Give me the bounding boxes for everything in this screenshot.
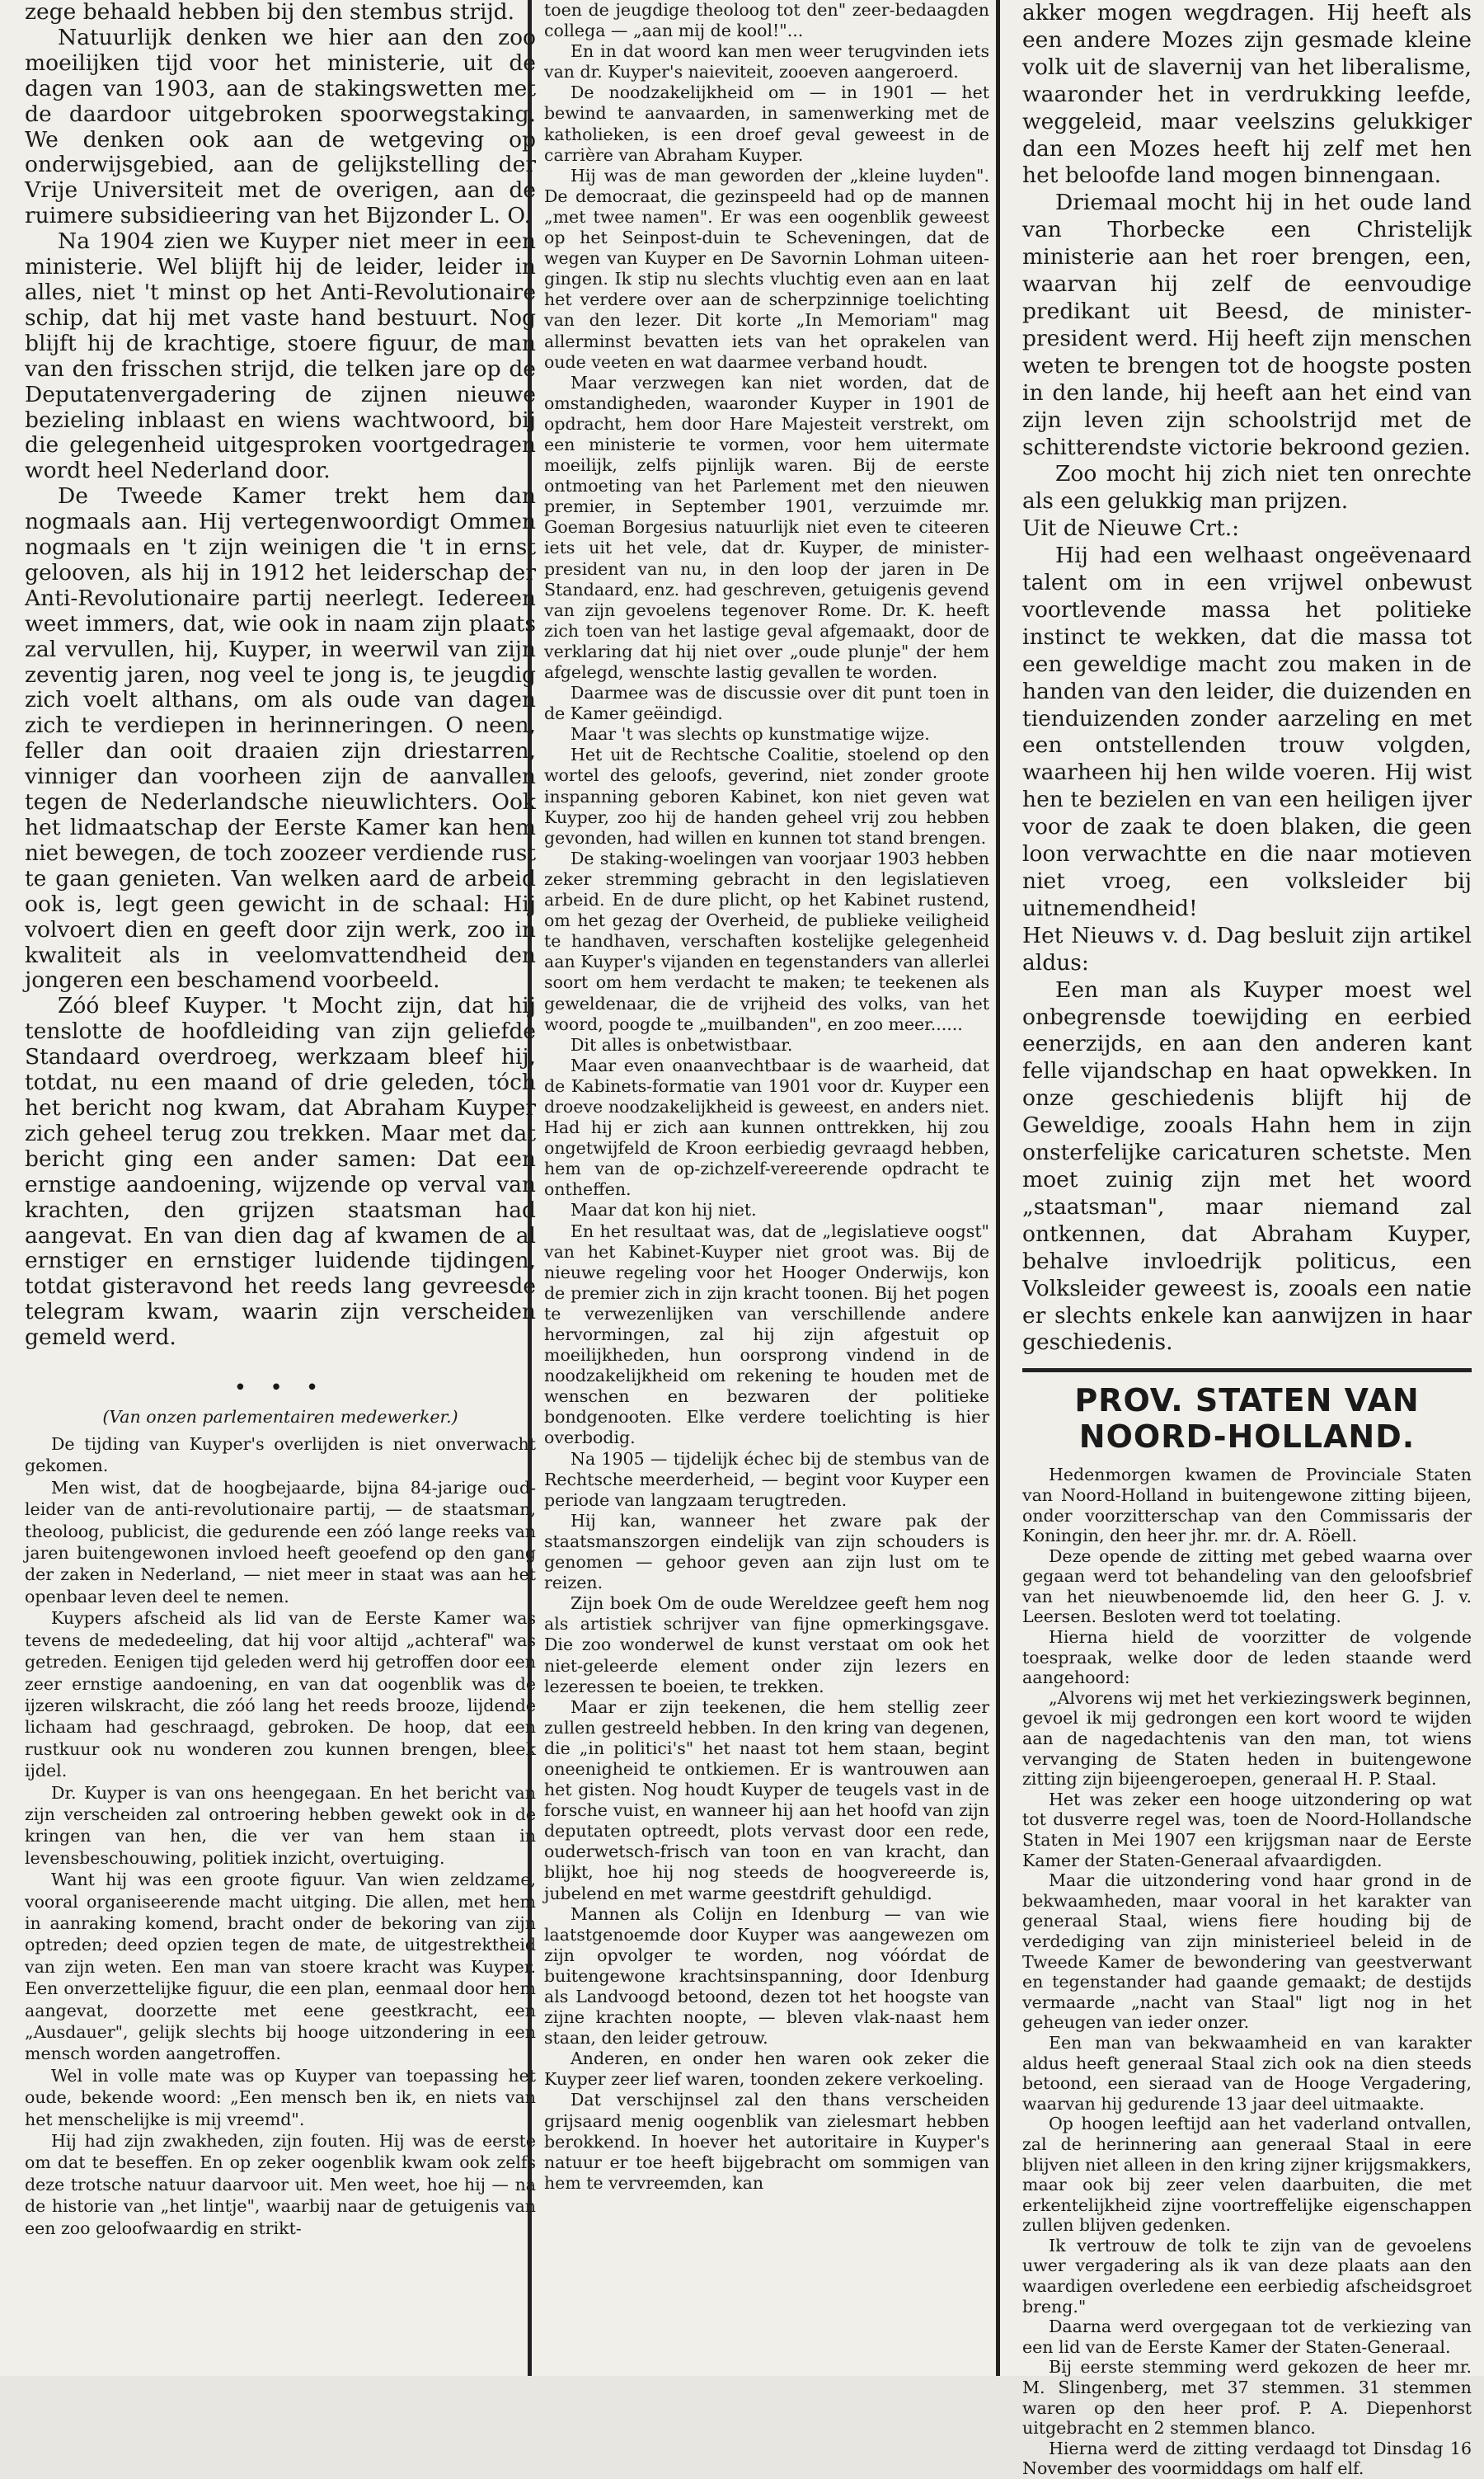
column-3 xyxy=(1022,0,1472,2479)
paragraph: Maar verzwegen kan niet worden, dat de omstandigheden, waaronder Kuyper in 1901 de opdracht, hem door Hare Majesteit verstrekt, om een ministerie te vormen, voor hem uitermate moeilijk, zelfs pijnlijk waren. Bij de eerste ontmoeting van het Parlement met den nieuwen premier, in September 1901, verzuimde mr. Goeman Borgesius natuurlijk niet even te citeeren iets uit het vele, dat dr. Kuyper, de minister-president van nu, in den loop der jaren in De Standaard, enz. had geschreven, getuigenis gevend van zijn gevoelens tegenover Rome. Dr. K. heeft zich toen van het lastige geval afgemaakt, door de verklaring dat hij niet over „oude plunje" der hem afgelegd, wenschte lastig gevallen te worden. xyxy=(544,372,989,682)
paragraph: De tijding van Kuyper's overlijden is niet onverwacht gekomen. xyxy=(25,1434,536,1476)
section-separator: • • • xyxy=(233,1376,327,1401)
paragraph: Het was zeker een hooge uitzondering op wat tot dusverre regel was, toen de Noord-Hollandsche Staten in Mei 1907 een krijgsman naar de Eerste Kamer der Staten-Generaal afvaardigden. xyxy=(1022,1789,1472,1870)
paragraph: Maar even onaanvechtbaar is de waarheid, dat de Kabinets-formatie van 1901 voor dr. Kuyper een droeve noodzakelijkheid is geweest, en anders niet. Had hij er zich aan kunnen onttrekken, hij zou ongetwijfeld de Kroon eerbiedig gevraagd hebben, hem van de op-zichzelf-vereerende opdracht te ontheffen. xyxy=(544,1055,989,1200)
paragraph: Uit de Nieuwe Crt.: xyxy=(1022,515,1240,542)
paragraph: De noodzakelijkheid om — in 1901 — het bewind te aanvaarden, in samenwerking met de katholieken, is een droef geval geweest in de carrière van Abraham Kuyper. xyxy=(544,82,989,165)
paragraph: Op hoogen leeftijd aan het vaderland ontvallen, zal de herinnering aan generaal Staal in eere blijven niet alleen in den kring zijner krijgsmakkers, maar ook bij zeer velen daarbuiten, die met erkentelijkheid zijne voortreffelijke eigenschappen zullen blijven gedenken. xyxy=(1022,2114,1472,2236)
paragraph: Na 1904 zien we Kuyper niet meer in een ministerie. Wel blijft hij de leider, leider in alles, niet 't minst op het Anti-Revolutionaire schip, dat hij met vaste hand bestuurt. Nog blijft hij de krachtige, stoere figuur, de man van den frisschen strijd, die telken jare op de Deputatenvergadering de zijnen nieuwe bezieling inblaast en wiens wachtwoord, bij die gelegenheid uitgesproken voortgedragen wordt heel Nederland door. xyxy=(25,228,536,484)
paragraph: zege behaald hebben bij den stembus strijd. xyxy=(25,0,515,25)
paragraph: Maar 't was slechts op kunstmatige wijze. xyxy=(571,724,930,745)
paragraph: Deze opende de zitting met gebed waarna over gegaan werd tot behandeling van den geloofsbrief van het nieuwbenoemde lid, den heer G. J. v. Leersen. Besloten werd tot toelating. xyxy=(1022,1545,1472,1627)
paragraph: En het resultaat was, dat de „legislatieve oogst" van het Kabinet-Kuyper niet groot was. Bij de nieuwe regeling voor het Hooger Onderwijs, kon de premier zich in zijn kracht toonen. Bij het pogen te verwezenlijken van verschillende andere hervormingen, zal hij zijn afgestuit op moeilijkheden, hun oorsprong vindend in de noodzakelijkheid om rekening te houden met de wenschen en bezwaren der politieke bondgenooten. Elke verdere toelichting is hier overbodig. xyxy=(544,1221,989,1448)
paragraph: Mannen als Colijn en Idenburg — van wie laatstgenoemde door Kuyper was aangewezen om zijn opvolger te worden, nog vóórdat de buitengewone krachtsinspanning, door Idenburg als Landvoogd betoond, dezen tot het hoogste van zijne krachten noopte, — bleven vlak-naast hem staan, den leider getrouw. xyxy=(544,1903,989,2049)
paragraph: Dit alles is onbetwistbaar. xyxy=(571,1034,793,1055)
paragraph: Men wist, dat de hoogbejaarde, bijna 84-jarige oud-leider van de anti-revolutionaire partij, — de staatsman, theoloog, publicist, die gedurende een zóó lange reeks van jaren buitengewonen invloed heeft geoefend op den gang der zaken in Nederland, — niet meer in staat was aan het openbaar leven deel te nemen. xyxy=(25,1477,536,1606)
paragraph: Hij kan, wanneer het zware pak der staatsmanszorgen eindelijk van zijn schouders is genomen — gehoor geven aan zijn lust om te reizen. xyxy=(544,1510,989,1593)
paragraph: Wel in volle mate was op Kuyper van toepassing het oude, bekende woord: „Een mensch ben ik, en niets van het menschelijke is mij vreemd". xyxy=(25,2065,536,2129)
paragraph: Hedenmorgen kwamen de Provinciale Staten van Noord-Holland in buitengewone zitting bijeen, onder voorzitterschap van den Commissaris der Koningin, den heer jhr. mr. dr. A. Röell. xyxy=(1022,1465,1472,1546)
press-quotes xyxy=(1022,0,1472,1357)
paragraph: Een man als Kuyper moest wel onbegrensde toewijding en eerbied eenerzijds, en aan den anderen kant felle vijandschap en haat opwekken. In onze geschiedenis blijft hij de Geweldige, zooals Hahn hem in zijn onsterfelijke caricaturen schetste. Men moet zuinig zijn met het woord „staatsman", maar niemand zal ontkennen, dat Abraham Kuyper, behalve invloedrijk politicus, een Volksleider geweest is, zooals een natie er slechts enkele kan aanwijzen in haar geschiedenis. xyxy=(1022,976,1472,1356)
parliamentary-credit: (Van onzen parlementairen medewerker.) xyxy=(102,1407,458,1428)
parliamentary-article xyxy=(25,1433,536,2239)
paragraph: Hij was de man geworden der „kleine luyden". De democraat, die gezinspeeld had op de mannen „met twee namen". Er was een oogenblik geweest op het Seinpost-duin te Scheveningen, dat de wegen van Kuyper en De Savornin Lohman uiteen-gingen. Ik stip nu slechts vluchtig even aan en laat het verdere over aan de scherpzinnige toelichting van den lezer. Dit korte „In Memoriam" mag allerminst bevatten iets van het oprakelen van oude veeten en wat daarmee verband houdt. xyxy=(544,165,989,372)
paragraph: Anderen, en onder hen waren ook zeker die Kuyper zeer lief waren, toonden zekere verkoeling. xyxy=(544,2049,989,2090)
paragraph: Hij had een welhaast ongeëvenaard talent om in een vrijwel onbewust voortlevende massa het politieke instinct te wekken, dat die massa tot een geweldige macht zou maken in de handen van den leider, die duizenden en tienduizenden zonder aarzeling en met een ontstellenden trouw volgden, waarheen hij hen wilde voeren. Hij wist hen te bezielen en van een heiligen ijver voor de zaak te doen blaken, die geen loon verwachtte en die naar motieven niet vroeg, een volksleider bij uitnemendheid! xyxy=(1022,543,1472,921)
paragraph: Dat verschijnsel zal den thans verscheiden grijsaard menig oogenblik van zielesmart hebben berokkend. In hoever het autoritaire in Kuyper's natuur er toe heeft bijgebracht om sommigen van hem te vervreemden, kan xyxy=(544,2090,989,2193)
parliamentary-article-continuation xyxy=(544,0,989,2194)
paragraph: akker mogen wegdragen. Hij heeft als een andere Mozes zijn gesmade kleine volk uit de slavernij van het liberalisme, waaronder het in verdrukking leefde, weggeleid, maar veelszins gelukkiger dan een Mozes heeft hij zelf met hen het beloofde land mogen binnengaan. xyxy=(1022,0,1472,189)
paragraph: Bij eerste stemming werd gekozen de heer mr. M. Slingenberg, met 37 stemmen. 31 stemmen waren op den heer prof. P. A. Diepenhorst uitgebracht en 2 stemmen blanco. xyxy=(1022,2357,1472,2439)
article-headline: PROV. STATEN VAN NOORD-HOLLAND. xyxy=(1074,1382,1420,1456)
kuyper-article-continuation xyxy=(25,0,536,1351)
paragraph: Het uit de Rechtsche Coalitie, stoelend op den wortel des geloofs, geverind, niet zonder groote inspanning geboren Kabinet, kon niet geven wat Kuyper, zoo hij de handen geheel vrij zou hebben gevonden, had willen en kunnen tot stand brengen. xyxy=(544,745,989,848)
paragraph: „Alvorens wij met het verkiezingswerk beginnen, gevoel ik mij gedrongen een kort woord te wijden aan de nagedachtenis van den man, tot wiens vervanging de Staten heden in buitengewone zitting zijn bijeengeroepen, generaal H. P. Staal. xyxy=(1022,1687,1472,1790)
paragraph: Daarna werd overgegaan tot de verkiezing van een lid van de Eerste Kamer der Staten-Generaal. xyxy=(1022,2317,1472,2357)
paragraph: Kuypers afscheid als lid van de Eerste Kamer was tevens de mededeeling, dat hij voor altijd „achteraf" was getreden. Eenigen tijd geleden werd hij getroffen door een zeer ernstige aandoening, en van dat oogenblik was de ijzeren wilskracht, die zóó lang het reeds brooze, lijdende lichaam had geschraagd, gebroken. De hoop, dat een rustkuur ook nu wonderen zou kunnen brengen, bleek ijdel. xyxy=(25,1608,536,1781)
paragraph: Hierna werd de zitting verdaagd tot Dinsdag 16 November des voormiddags om half elf. xyxy=(1022,2438,1472,2479)
paragraph: Zijn boek Om de oude Wereldzee geeft hem nog als artistiek schrijver van fijne opmerkingsgave. Die zoo wonderwel de kunst verstaat om ook het niet-geleerde element onder zijn lezers en lezeressen te boeien, te trekken. xyxy=(544,1593,989,1696)
paragraph: Maar dat kon hij niet. xyxy=(571,1200,757,1221)
column-1 xyxy=(25,0,536,2376)
provincial-states-article xyxy=(1022,1465,1472,2479)
paragraph: Maar die uitzondering vond haar grond in de bekwaamheden, maar vooral in het karakter van generaal Staal, wiens fiere houding bij de verdediging van zijn ministerieel beleid in de Tweede Kamer de bewondering van geestverwant en tegenstander had gaande gemaakt; de destijds vermaarde „nacht van Staal" ligt nog in het geheugen van ieder onzer. xyxy=(1022,1870,1472,2033)
column-2 xyxy=(544,0,989,2376)
paragraph: toen de jeugdige theoloog tot den" zeer-bedaagden collega — „aan mij de kool!"... xyxy=(544,0,989,41)
section-divider xyxy=(1022,1368,1472,1372)
paragraph: Want hij was een groote figuur. Van wien zeldzame, vooral organiseerende macht uitging. Die allen, met hem in aanraking komend, bracht onder de bekoring van zijn optreden; deed opzien tegen de mate, de uitgestrektheid van zijn weten. Een man van stoere kracht was Kuyper. Een onverzettelijke figuur, die een plan, eenmaal door hem aangevat, doorzette met eene geestkracht, een „Ausdauer", gelijk slechts bij hooge uitzondering in een mensch worden aangetroffen. xyxy=(25,1870,536,2064)
column-rule-2 xyxy=(996,0,1000,2376)
paragraph: De Tweede Kamer trekt hem dan nogmaals aan. Hij vertegenwoordigt Ommen nogmaals en 't zijn weinigen die 't in ernst gelooven, als hij in 1912 het leiderschap der Anti-Revolutionaire partij neerlegt. Iedereen weet immers, dat, wie ook in naam zijn plaats zal vervullen, hij, Kuyper, in weerwil van zijn zeventig jaren, nog veel te jong is, te jeugdig zich voelt althans, om als oude van dagen zich te verdiepen in herinneringen. O neen, feller dan ooit draaien zijn driestarren, vinniger dan voorheen zijn de aanvallen tegen de Nederlandsche nieuwlichters. Ook het lidmaatschap der Eerste Kamer kan hem niet bewegen, de toch zoozeer verdiende rust te gaan genieten. Van welken aard de arbeid ook is, legt geen gewicht in de schaal: Hij volvoert dien en geeft door zijn werk, zoo in kwaliteit als in veelomvattendheid den jongeren een beschamend voorbeeld. xyxy=(25,483,536,994)
paragraph: Zoo mocht hij zich niet ten onrechte als een gelukkig man prijzen. xyxy=(1022,461,1472,515)
paragraph: Dr. Kuyper is van ons heengegaan. En het bericht van zijn verscheiden zal ontroering hebben gewekt ook in de kringen van hen, die ver van hem staan in levensbeschouwing, politiek inzicht, overtuiging. xyxy=(25,1782,536,1868)
paragraph: Het Nieuws v. d. Dag besluit zijn artikel aldus: xyxy=(1022,922,1472,976)
paragraph: Daarmee was de discussie over dit punt toen in de Kamer geëindigd. xyxy=(544,683,989,724)
paragraph: Maar er zijn teekenen, die hem stellig zeer zullen gestreeld hebben. In den kring van degenen, die „in politici's" het naast tot hem staan, begint oneenigheid te ontkiemen. Er is wantrouwen aan het gisten. Nog houdt Kuyper de teugels vast in de forsche vuist, en wanneer hij aan het hoofd van zijn deputaten optreedt, plots vervast door een rede, ouderwetsch-frisch van toon en van kracht, dan blijkt, hoe hij nog steeds de hoogvereerde is, jubelend en met warme geestdrift gehuldigd. xyxy=(544,1696,989,1903)
paragraph: En in dat woord kan men weer terugvinden iets van dr. Kuyper's naieviteit, zooeven aangeroerd. xyxy=(544,41,989,82)
paragraph: Een man van bekwaamheid en van karakter aldus heeft generaal Staal zich ook na dien steeds betoond, een sieraad van de Hooge Vergadering, waarvan hij gedurende 13 jaar deel uitmaakte. xyxy=(1022,2032,1472,2114)
paragraph: Hij had zijn zwakheden, zijn fouten. Hij was de eerste om dat te beseffen. En op zeker oogenblik kwam ook zelfs deze trotsche natuur daarvoor uit. Men weet, hoe hij — na de historie van „het lintje", waarbij naar de getuigenis van een zoo geloofwaardig en strikt- xyxy=(25,2131,536,2238)
paragraph: Na 1905 — tijdelijk échec bij de stembus van de Rechtsche meerderheid, — begint voor Kuyper een periode van langzaam terugtreden. xyxy=(544,1448,989,1510)
paragraph: Natuurlijk denken we hier aan den zoo moeilijken tijd voor het ministerie, uit de dagen van 1903, aan de stakingswetten met de daardoor uitgebroken spoorwegstaking. We denken ook aan de wetgeving op onderwijsgebied, aan de gelijkstelling der Vrije Universiteit met de overigen, aan de ruimere subsidieering van het Bijzonder L. O. xyxy=(25,24,536,229)
paragraph: Hierna hield de voorzitter de volgende toespraak, welke door de leden staande werd aangehoord: xyxy=(1022,1627,1472,1688)
paragraph: De staking-woelingen van voorjaar 1903 hebben zeker stremming gebracht in den legislatieven arbeid. En de dure plicht, op het Kabinet rustend, om het gezag der Overheid, de publieke veiligheid te handhaven, verschaften kostelijke gelegenheid aan Kuyper's vijanden en tegenstanders van allerlei soort om hem verdacht te maken; te teekenen als geweldenaar, die de vrijheid des volks, van het woord, poogde te „muilbanden", en zoo meer...... xyxy=(544,848,989,1034)
paragraph: Ik vertrouw de tolk te zijn van de gevoelens uwer vergadering als ik van deze plaats aan den waardigen overledene een eerbiedig afscheidsgroet breng." xyxy=(1022,2235,1472,2317)
paragraph: Zóó bleef Kuyper. 't Mocht zijn, dat hij tenslotte de hoofdleiding van zijn geliefde Standaard overdroeg, werkzaam bleef hij, totdat, nu een maand of drie geleden, tóch het bericht nog kwam, dat Abraham Kuyper zich geheel terug zou trekken. Maar met dat bericht ging een ander samen: Dat een ernstige aandoening, wijzende op verval van krachten, den grijzen staatsman had aangevat. En van dien dag af kwamen de al ernstiger en ernstiger luidende tijdingen, totdat gisteravond het reeds lang gevreesde telegram kwam, waarin zijn verscheiden gemeld werd. xyxy=(25,993,536,1351)
paragraph: Driemaal mocht hij in het oude land van Thorbecke een Christelijk ministerie aan het roer brengen, een, waarvan hij zelf de eenvoudige predikant uit Beesd, de minister-president werd. Hij heeft zijn menschen weten te brengen tot de hoogste posten in den lande, hij heeft aan het eind van zijn leven zijn schoolstrijd met de schitterendste victorie bekroond gezien. xyxy=(1022,190,1472,460)
